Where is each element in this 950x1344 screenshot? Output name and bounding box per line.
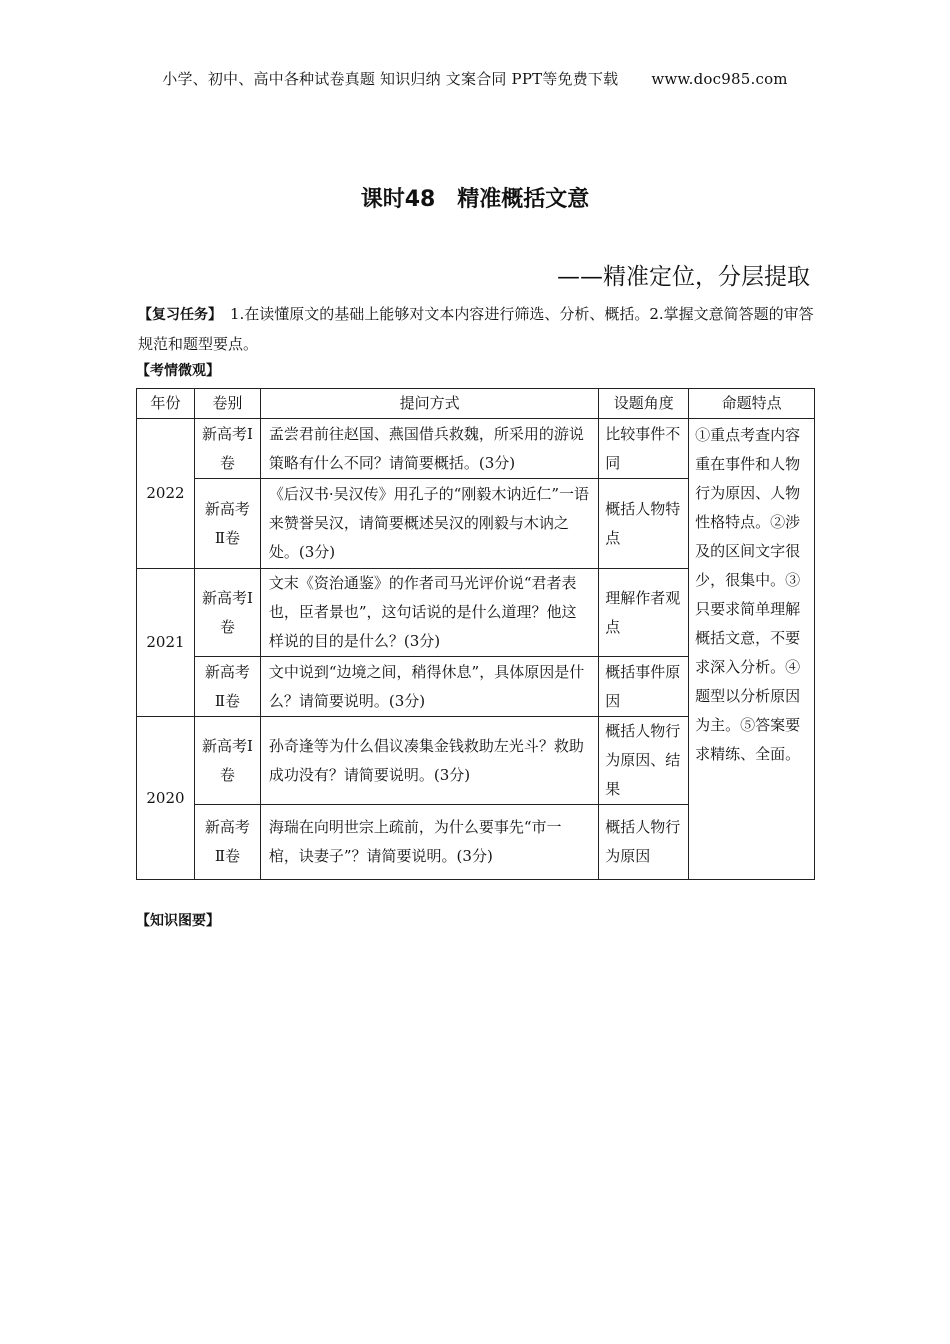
year-cell: 2021	[137, 569, 195, 717]
year-cell: 2020	[137, 717, 195, 880]
paper-cell: 新高考Ⅰ卷	[194, 569, 260, 657]
year-cell: 2022	[137, 419, 195, 569]
header-features: 命题特点	[689, 389, 815, 419]
exam-section-label: 【考情微观】	[136, 363, 220, 379]
page-header	[0, 68, 950, 89]
header-url[interactable]: www.doc985.com	[651, 70, 788, 88]
paper-cell: 新高考Ⅱ卷	[194, 657, 260, 717]
exam-table	[136, 388, 815, 880]
header-paper: 卷别	[194, 389, 260, 419]
angle-cell: 概括人物行为原因	[599, 805, 689, 880]
question-cell: 孟尝君前往赵国、燕国借兵救魏，所采用的游说策略有什么不同？请简要概括。(3分)	[260, 419, 598, 479]
page-subtitle: ——精准定位，分层提取	[557, 264, 810, 290]
question-cell: 文中说到“边境之间，稍得休息”，具体原因是什么？请简要说明。(3分)	[260, 657, 598, 717]
angle-cell: 概括人物特点	[599, 479, 689, 569]
paper-cell: 新高考Ⅱ卷	[194, 479, 260, 569]
header-angle: 设题角度	[599, 389, 689, 419]
question-cell: 《后汉书·吴汉传》用孔子的“刚毅木讷近仁”一语来赞誉吴汉，请简要概述吴汉的刚毅与木讷之处。(3分)	[260, 479, 598, 569]
header-year: 年份	[137, 389, 195, 419]
question-cell: 文末《资治通鉴》的作者司马光评价说“君者表也，臣者景也”，这句话说的是什么道理？他这样说的目的是什么？(3分)	[260, 569, 598, 657]
paper-cell: 新高考Ⅱ卷	[194, 805, 260, 880]
knowledge-section-label: 【知识图要】	[136, 913, 220, 929]
question-cell: 海瑞在向明世宗上疏前，为什么要事先“市一棺，诀妻子”？请简要说明。(3分)	[260, 805, 598, 880]
table-row	[137, 419, 815, 479]
features-cell: ①重点考查内容重在事件和人物行为原因、人物性格特点。②涉及的区间文字很少，很集中。③只要求简单理解概括文意，不要求深入分析。④题型以分析原因为主。⑤答案要求精练、全面。	[689, 419, 815, 880]
review-task	[138, 300, 814, 359]
angle-cell: 比较事件不同	[599, 419, 689, 479]
header-question: 提问方式	[260, 389, 598, 419]
review-task-text: 1.在读懂原文的基础上能够对文本内容进行筛选、分析、概括。2.掌握文意简答题的审答规范和题型要点。	[138, 305, 814, 353]
question-cell: 孙奇逢等为什么倡议凑集金钱救助左光斗？救助成功没有？请简要说明。(3分)	[260, 717, 598, 805]
header-text: 小学、初中、高中各种试卷真题 知识归纳 文案合同 PPT等免费下载	[162, 70, 619, 88]
angle-cell: 概括事件原因	[599, 657, 689, 717]
page-title: 课时48 精准概括文意	[360, 187, 590, 212]
table-header-row	[137, 389, 815, 419]
paper-cell: 新高考Ⅰ卷	[194, 419, 260, 479]
paper-cell: 新高考Ⅰ卷	[194, 717, 260, 805]
angle-cell: 理解作者观点	[599, 569, 689, 657]
review-task-label: 【复习任务】	[138, 307, 222, 323]
angle-cell: 概括人物行为原因、结果	[599, 717, 689, 805]
